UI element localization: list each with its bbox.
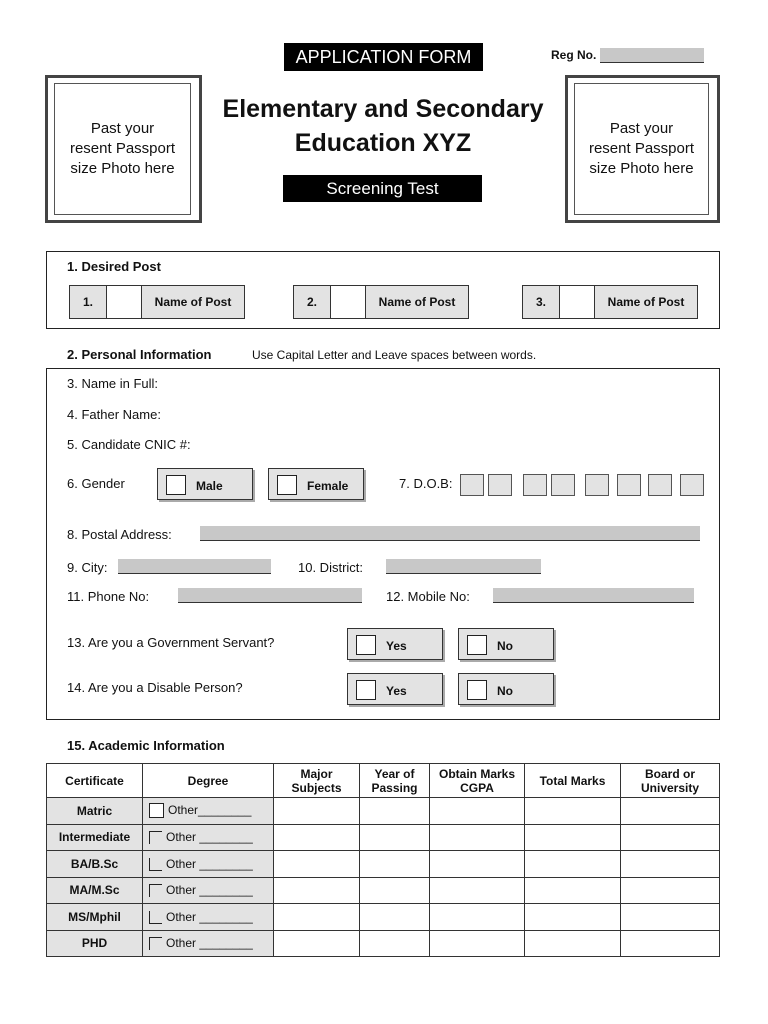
post-code-input[interactable] — [560, 286, 595, 318]
degree-cell[interactable] — [143, 851, 274, 878]
personal-info-instruction: Use Capital Letter and Leave spaces between words. — [252, 348, 537, 362]
year-cell[interactable] — [360, 904, 430, 931]
female-label: Female — [307, 479, 349, 493]
dob-year-digit-2[interactable] — [617, 474, 641, 496]
reg-no-label: Reg No. — [551, 48, 597, 62]
post-code-input[interactable] — [331, 286, 366, 318]
degree-checkbox[interactable] — [149, 911, 162, 924]
year-cell[interactable] — [360, 877, 430, 904]
govt-servant-yes-option[interactable] — [347, 628, 443, 660]
other-label: Other ________ — [166, 883, 253, 898]
dob-year-digit-4[interactable] — [680, 474, 704, 496]
year-cell[interactable] — [360, 851, 430, 878]
other-label: Other ________ — [166, 936, 253, 951]
table-row — [47, 904, 720, 931]
major-subjects-cell[interactable] — [274, 904, 360, 931]
obtain-marks-cell[interactable] — [430, 851, 525, 878]
certificate-cell: PHD — [47, 930, 143, 957]
certificate-cell: MA/M.Sc — [47, 877, 143, 904]
disable-no-checkbox[interactable] — [467, 680, 487, 700]
name-full-label: 3. Name in Full: — [67, 376, 159, 391]
post-choice-3[interactable] — [522, 285, 698, 319]
mobile-label: 12. Mobile No: — [386, 589, 470, 604]
page-title-line2: Education XYZ — [294, 129, 472, 157]
male-label: Male — [196, 479, 223, 493]
mobile-input[interactable] — [493, 588, 694, 603]
col-header-major-subjects: Major Subjects — [274, 764, 360, 798]
col-header-degree: Degree — [143, 764, 274, 798]
degree-cell[interactable] — [143, 904, 274, 931]
city-label: 9. City: — [67, 560, 108, 575]
govt-servant-label: 13. Are you a Government Servant? — [67, 635, 275, 650]
obtain-marks-cell[interactable] — [430, 930, 525, 957]
board-cell[interactable] — [621, 824, 720, 851]
phone-label: 11. Phone No: — [67, 589, 150, 604]
obtain-marks-cell[interactable] — [430, 877, 525, 904]
district-label: 10. District: — [298, 560, 364, 575]
male-checkbox[interactable] — [166, 475, 186, 495]
certificate-cell: Matric — [47, 798, 143, 825]
post-name-label: Name of Post — [154, 295, 232, 309]
degree-cell[interactable] — [143, 877, 274, 904]
major-subjects-cell[interactable] — [274, 824, 360, 851]
academic-table — [46, 763, 720, 957]
page-title-line1: Elementary and Secondary — [222, 95, 544, 123]
female-checkbox[interactable] — [277, 475, 297, 495]
reg-no-field[interactable] — [551, 48, 704, 63]
phone-input[interactable] — [178, 588, 362, 603]
year-cell[interactable] — [360, 824, 430, 851]
desired-post-title: 1. Desired Post — [67, 259, 161, 274]
year-cell[interactable] — [360, 798, 430, 825]
dob-day-digit-2[interactable] — [488, 474, 512, 496]
city-input[interactable] — [118, 559, 271, 574]
table-row — [47, 851, 720, 878]
dob-year-digit-3[interactable] — [648, 474, 672, 496]
board-cell[interactable] — [621, 930, 720, 957]
father-name-label: 4. Father Name: — [67, 407, 161, 422]
degree-checkbox[interactable] — [149, 937, 162, 950]
district-input[interactable] — [386, 559, 541, 574]
gender-male-option[interactable] — [157, 468, 253, 500]
post-name-label: Name of Post — [378, 295, 456, 309]
board-cell[interactable] — [621, 851, 720, 878]
table-row — [47, 798, 720, 825]
page-title — [210, 92, 556, 160]
obtain-marks-cell[interactable] — [430, 824, 525, 851]
govt-no-checkbox[interactable] — [467, 635, 487, 655]
table-row — [47, 877, 720, 904]
major-subjects-cell[interactable] — [274, 877, 360, 904]
dob-label: 7. D.O.B: — [399, 476, 453, 491]
total-marks-cell[interactable] — [525, 824, 621, 851]
photo-box-left[interactable] — [45, 75, 202, 223]
disable-person-label: 14. Are you a Disable Person? — [67, 680, 243, 695]
disable-no-option[interactable] — [458, 673, 554, 705]
other-label: Other ________ — [166, 909, 253, 924]
photo-box-right[interactable] — [565, 75, 720, 223]
yes-label: Yes — [386, 684, 407, 698]
post-number: 2. — [294, 286, 331, 318]
no-label: No — [497, 684, 513, 698]
degree-cell[interactable] — [143, 824, 274, 851]
col-header-obtain-marks: Obtain Marks CGPA — [430, 764, 525, 798]
post-name-label: Name of Post — [607, 295, 685, 309]
table-row — [47, 930, 720, 957]
reg-no-input[interactable] — [600, 48, 704, 63]
board-cell[interactable] — [621, 904, 720, 931]
board-cell[interactable] — [621, 877, 720, 904]
dob-year-digit-1[interactable] — [585, 474, 609, 496]
gender-label: 6. Gender — [67, 476, 125, 491]
dob-month-digit-2[interactable] — [551, 474, 575, 496]
cnic-label: 5. Candidate CNIC #: — [67, 437, 191, 452]
col-header-board-university: Board or University — [621, 764, 720, 798]
year-cell[interactable] — [360, 930, 430, 957]
personal-info-title: 2. Personal Information — [67, 347, 212, 362]
certificate-cell: Intermediate — [47, 824, 143, 851]
major-subjects-cell[interactable] — [274, 930, 360, 957]
gender-female-option[interactable] — [268, 468, 364, 500]
col-header-year-of-passing: Year of Passing — [360, 764, 430, 798]
post-number: 3. — [523, 286, 560, 318]
total-marks-cell[interactable] — [525, 851, 621, 878]
govt-servant-no-option[interactable] — [458, 628, 554, 660]
dob-month-digit-1[interactable] — [523, 474, 547, 496]
yes-label: Yes — [386, 639, 407, 653]
obtain-marks-cell[interactable] — [430, 798, 525, 825]
desired-post-section — [46, 251, 720, 329]
total-marks-cell[interactable] — [525, 877, 621, 904]
major-subjects-cell[interactable] — [274, 798, 360, 825]
degree-cell[interactable] — [143, 930, 274, 957]
other-label: Other ________ — [166, 830, 253, 845]
photo-placeholder-text: Past your resent Passport size Photo here — [54, 83, 191, 215]
screening-test-banner: Screening Test — [283, 175, 482, 202]
postal-address-input[interactable] — [200, 526, 700, 541]
degree-cell[interactable] — [143, 798, 274, 825]
academic-info-title: 15. Academic Information — [67, 738, 225, 753]
post-code-input[interactable] — [107, 286, 142, 318]
total-marks-cell[interactable] — [525, 930, 621, 957]
certificate-cell: MS/Mphil — [47, 904, 143, 931]
post-choice-1[interactable] — [69, 285, 245, 319]
post-number: 1. — [70, 286, 107, 318]
degree-checkbox[interactable] — [149, 858, 162, 871]
total-marks-cell[interactable] — [525, 904, 621, 931]
degree-checkbox[interactable] — [149, 831, 162, 844]
dob-day-digit-1[interactable] — [460, 474, 484, 496]
total-marks-cell[interactable] — [525, 798, 621, 825]
disable-yes-checkbox[interactable] — [356, 680, 376, 700]
no-label: No — [497, 639, 513, 653]
other-label: Other________ — [168, 803, 252, 818]
disable-yes-option[interactable] — [347, 673, 443, 705]
post-choice-2[interactable] — [293, 285, 469, 319]
application-form-banner: APPLICATION FORM — [284, 43, 483, 71]
major-subjects-cell[interactable] — [274, 851, 360, 878]
postal-address-label: 8. Postal Address: — [67, 527, 172, 542]
certificate-cell: BA/B.Sc — [47, 851, 143, 878]
col-header-total-marks: Total Marks — [525, 764, 621, 798]
photo-placeholder-text: Past your resent Passport size Photo here — [574, 83, 709, 215]
degree-checkbox[interactable] — [149, 884, 162, 897]
board-cell[interactable] — [621, 798, 720, 825]
table-header-row — [47, 764, 720, 798]
other-label: Other ________ — [166, 856, 253, 871]
obtain-marks-cell[interactable] — [430, 904, 525, 931]
degree-checkbox[interactable] — [149, 803, 164, 818]
table-row — [47, 824, 720, 851]
govt-yes-checkbox[interactable] — [356, 635, 376, 655]
col-header-certificate: Certificate — [47, 764, 143, 798]
